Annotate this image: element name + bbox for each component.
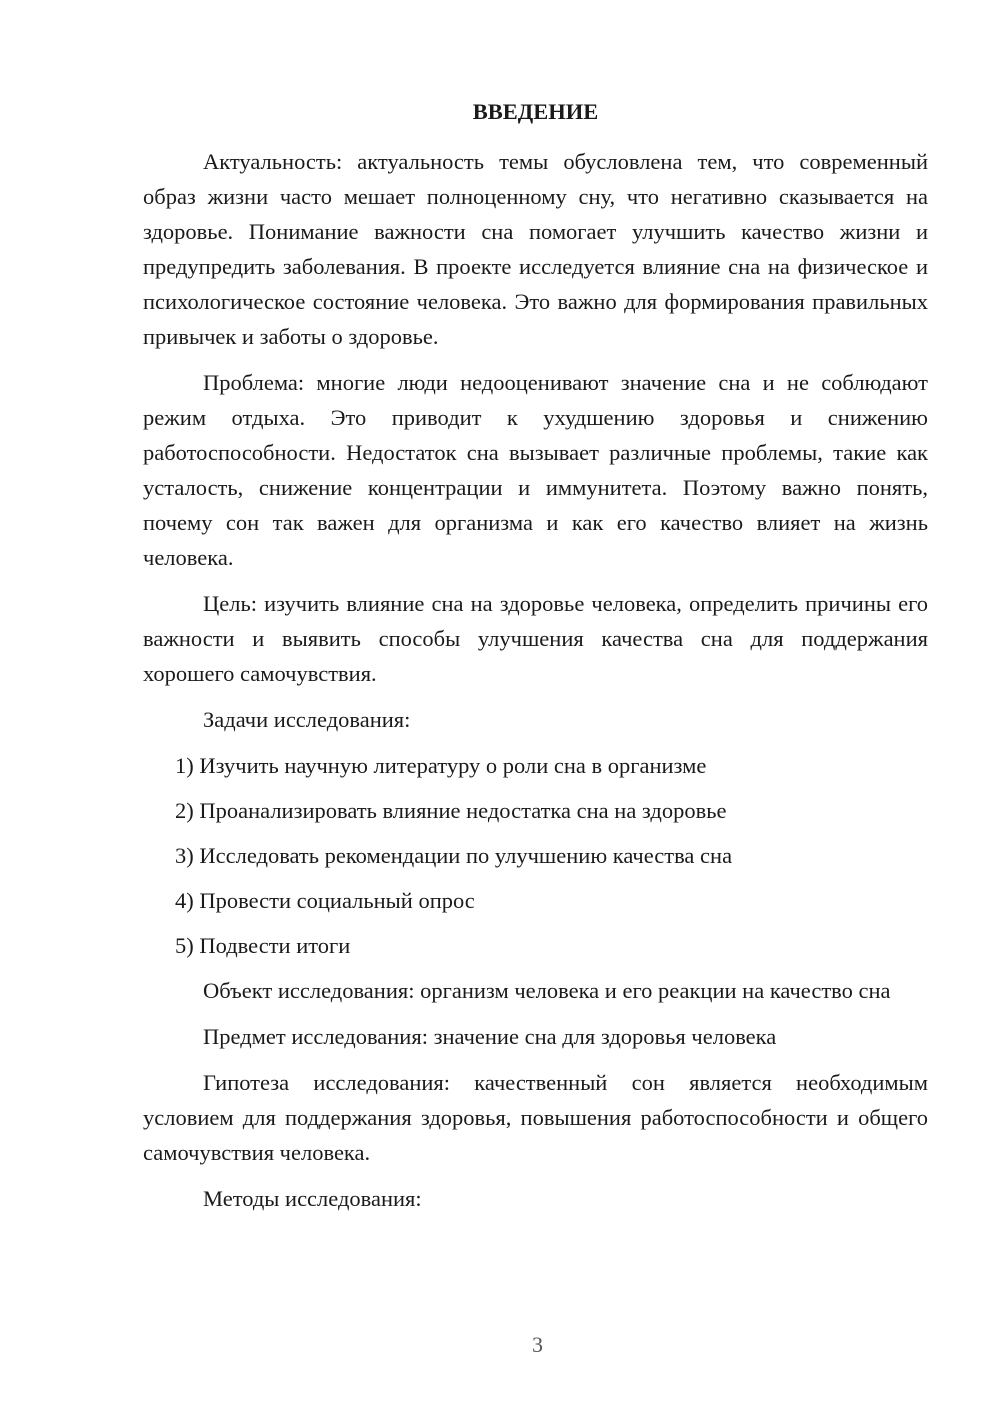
task-item-2: 2) Проанализировать влияние недостатка сна на здоровье <box>175 798 727 823</box>
page-title: ВВЕДЕНИЕ <box>472 99 599 124</box>
subject-paragraph: Предмет исследования: значение сна для здоровья человека <box>203 1024 777 1049</box>
page-number: 3 <box>532 1332 543 1357</box>
task-item-5: 5) Подвести итоги <box>175 933 351 958</box>
tasks-heading: Задачи исследования: <box>203 707 411 732</box>
page-content <box>143 94 928 1227</box>
relevance-paragraph: Актуальность: актуальность темы обусловлена тем, что современный образ жизни часто мешает полноценному сну, что негативно сказывается на здоровье. Понимание важности сна помогает улучшить качество жизни и предупредить заболевания. В проекте исследуется влияние сна на физическое и психологическое состояние человека. Это важно для формирования правильных привычек и заботы о здоровье. <box>143 149 928 349</box>
task-item-4: 4) Провести социальный опрос <box>175 888 475 913</box>
hypothesis-paragraph: Гипотеза исследования: качественный сон является необходимым условием для поддержания здоровья, повышения работоспособности и общего самочувствия человека. <box>143 1070 928 1165</box>
tasks-list <box>143 748 928 963</box>
methods-heading: Методы исследования: <box>203 1186 422 1211</box>
task-item-1: 1) Изучить научную литературу о роли сна в организме <box>175 753 707 778</box>
problem-paragraph: Проблема: многие люди недооценивают значение сна и не соблюдают режим отдыха. Это приводит к ухудшению здоровья и снижению работоспособности. Недостаток сна вызывает различные проблемы, такие как усталость, снижение концентрации и иммунитета. Поэтому важно понять, почему сон так важен для организма и как его качество влияет на жизнь человека. <box>143 370 928 570</box>
task-item-3: 3) Исследовать рекомендации по улучшению качества сна <box>175 843 733 868</box>
object-paragraph: Объект исследования: организм человека и его реакции на качество сна <box>203 978 891 1003</box>
goal-paragraph: Цель: изучить влияние сна на здоровье человека, определить причины его важности и выявить способы улучшения качества сна для поддержания хорошего самочувствия. <box>143 591 928 686</box>
